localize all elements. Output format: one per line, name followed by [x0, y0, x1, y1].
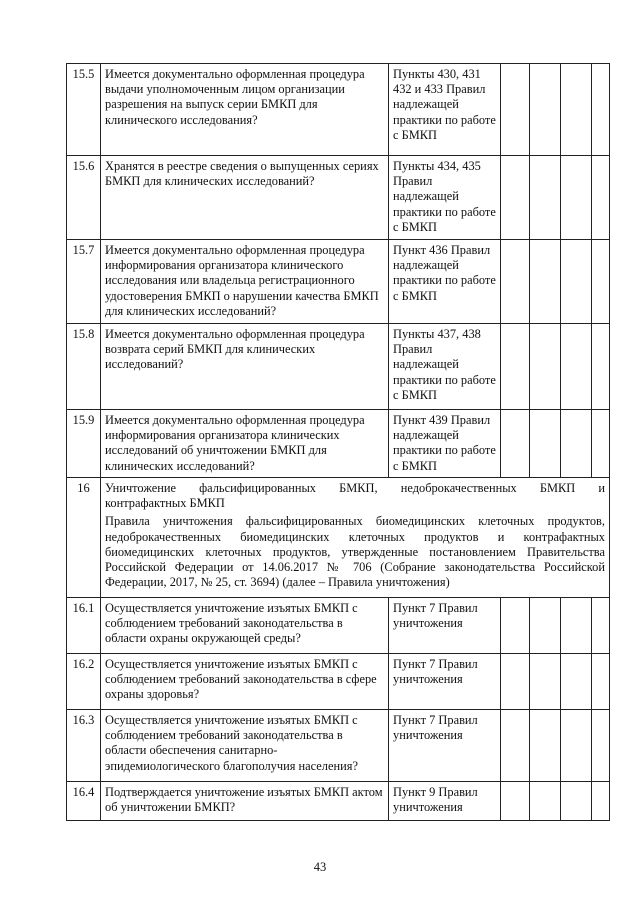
answer-cell: [501, 156, 530, 240]
row-number: 16.2: [67, 654, 101, 710]
answer-cell: [530, 410, 561, 478]
row-question: Хранятся в реестре сведения о выпущенных сериях БМКП для клинических исследований?: [101, 156, 389, 240]
answer-cell: [561, 64, 592, 156]
answer-cell: [530, 654, 561, 710]
answer-cell: [530, 64, 561, 156]
answer-cell: [592, 410, 610, 478]
answer-cell: [561, 782, 592, 821]
row-reference: Пункт 439 Правил надлежащей практики по работе с БМКП: [389, 410, 501, 478]
answer-cell: [501, 598, 530, 654]
row-question: Осуществляется уничтожение изъятых БМКП с соблюдением требований законодательства в сфере охраны здоровья?: [101, 654, 389, 710]
row-number: 15.6: [67, 156, 101, 240]
answer-cell: [592, 710, 610, 782]
row-question: Имеется документально оформленная процедура информирования организатора клинических исследований об уничтожении БМКП для клинических исследований?: [101, 410, 389, 478]
table-row: [67, 410, 610, 478]
section-heading: [101, 478, 610, 598]
row-number: 16.1: [67, 598, 101, 654]
answer-cell: [592, 240, 610, 324]
answer-cell: [561, 654, 592, 710]
answer-cell: [561, 598, 592, 654]
table-row: [67, 156, 610, 240]
section-rules-text: Правила уничтожения фальсифицированных биомедицинских клеточных продуктов, недоброкачественных биомедицинских клеточных продуктов и контрафактных биомедицинских клеточных продуктов, утвержденные постановлением Правительства Российской Федерации от 14.06.2017 № 706 (Собрание законодательства Российской Федерации, 2017, № 25, ст. 3694) (далее – Правила уничтожения): [105, 514, 605, 590]
answer-cell: [501, 710, 530, 782]
row-number: 15.5: [67, 64, 101, 156]
answer-cell: [530, 782, 561, 821]
answer-cell: [561, 324, 592, 410]
answer-cell: [592, 782, 610, 821]
answer-cell: [561, 410, 592, 478]
row-reference: Пункт 7 Правил уничтожения: [389, 654, 501, 710]
table-row: [67, 710, 610, 782]
row-question: Осуществляется уничтожение изъятых БМКП с соблюдением требований законодательства в области обеспечения санитарно-эпидемиологического благополучия населения?: [101, 710, 389, 782]
answer-cell: [530, 240, 561, 324]
answer-cell: [501, 64, 530, 156]
row-reference: Пункт 7 Правил уничтожения: [389, 598, 501, 654]
answer-cell: [501, 324, 530, 410]
row-number: 16.4: [67, 782, 101, 821]
row-reference: Пункты 437, 438 Правил надлежащей практики по работе с БМКП: [389, 324, 501, 410]
section-heading-row: [67, 478, 610, 598]
answer-cell: [530, 156, 561, 240]
answer-cell: [592, 156, 610, 240]
answer-cell: [561, 156, 592, 240]
answer-cell: [592, 324, 610, 410]
row-question: Осуществляется уничтожение изъятых БМКП с соблюдением требований законодательства в области охраны окружающей среды?: [101, 598, 389, 654]
answer-cell: [592, 64, 610, 156]
answer-cell: [501, 782, 530, 821]
answer-cell: [530, 598, 561, 654]
table-row: [67, 324, 610, 410]
section-title-line1: Уничтожение фальсифицированных БМКП, недоброкачественных БМКП и: [105, 481, 605, 495]
section-title-line2: контрафактных БМКП: [105, 496, 225, 511]
table-row: [67, 782, 610, 821]
row-reference: Пункт 9 Правил уничтожения: [389, 782, 501, 821]
page-number: 43: [313, 860, 327, 874]
row-reference: Пункты 430, 431 432 и 433 Правил надлежащей практики по работе с БМКП: [389, 64, 501, 156]
row-question: Подтверждается уничтожение изъятых БМКП актом об уничтожении БМКП?: [101, 782, 389, 821]
row-number: 15.8: [67, 324, 101, 410]
answer-cell: [561, 240, 592, 324]
row-question: Имеется документально оформленная процедура выдачи уполномоченным лицом организации разрешения на выпуск серии БМКП для клинического исследования?: [101, 64, 389, 156]
checklist-table: [66, 63, 610, 821]
row-reference: Пункт 7 Правил уничтожения: [389, 710, 501, 782]
section-number: 16: [67, 478, 101, 598]
row-reference: Пункты 434, 435 Правил надлежащей практики по работе с БМКП: [389, 156, 501, 240]
table-row: [67, 654, 610, 710]
table-row: [67, 64, 610, 156]
answer-cell: [501, 654, 530, 710]
row-number: 15.7: [67, 240, 101, 324]
row-reference: Пункт 436 Правил надлежащей практики по работе с БМКП: [389, 240, 501, 324]
answer-cell: [501, 240, 530, 324]
answer-cell: [501, 410, 530, 478]
answer-cell: [592, 598, 610, 654]
row-number: 15.9: [67, 410, 101, 478]
answer-cell: [530, 710, 561, 782]
row-question: Имеется документально оформленная процедура возврата серий БМКП для клинических исследований?: [101, 324, 389, 410]
answer-cell: [561, 710, 592, 782]
table-row: [67, 598, 610, 654]
row-question: Имеется документально оформленная процедура информирования организатора клинического исследования или владельца регистрационного удостоверения БМКП о нарушении качества БМКП для клинических исследований?: [101, 240, 389, 324]
row-number: 16.3: [67, 710, 101, 782]
table-row: [67, 240, 610, 324]
answer-cell: [592, 654, 610, 710]
answer-cell: [530, 324, 561, 410]
